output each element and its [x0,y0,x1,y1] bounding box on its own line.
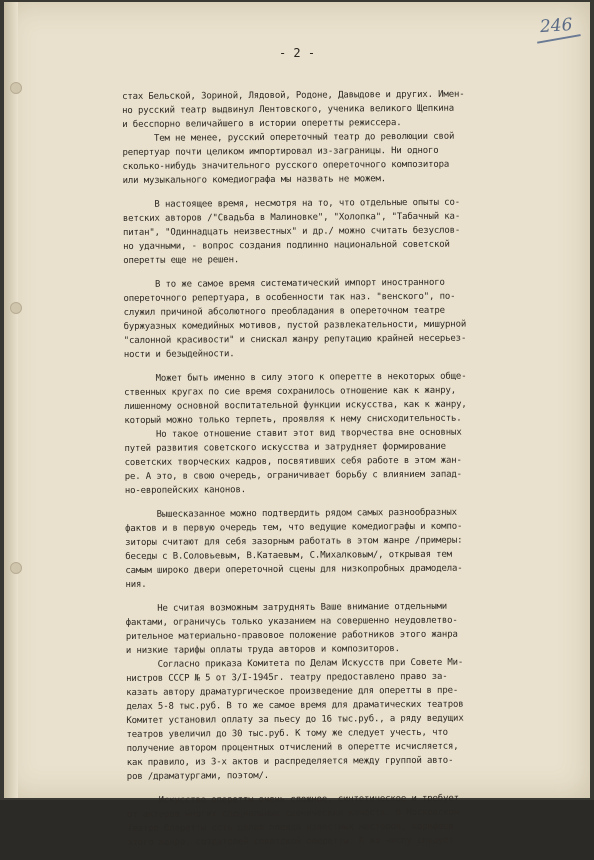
text-line: от актеров многих специальных сценических качеств. В Московском [127,807,460,820]
text-line: "салонной красивости" и снискал жанру репутацию крайней несерьез- [123,333,467,346]
paragraph [122,87,573,188]
text-line: В то же самое время систематический импорт иностранного [123,277,445,290]
paragraph [123,275,574,362]
text-line: зиторы считают для себя зазорным работать в этом жанре /примеры: [125,535,463,548]
text-line: стах Бельской, Зориной, Лядовой, Родоне, Давыдове и других. Имен- [122,89,465,102]
paragraph [125,505,576,592]
text-line: ров /драматургами, поэтом/. [126,770,270,782]
text-line: рительное материально-правовое положение работников этого жанра [125,629,458,642]
text-line: ре. А это, в свою очередь, ограничивает борьбу с влиянием запад- [124,469,462,482]
text-line: путей развития советского искусства и затрудняет формирование [124,441,446,454]
text-line: беседы с В.Соловьевым, В.Катаевым, С.Михалковым/, открывая тем [125,549,452,562]
page-number: - 2 - [278,46,316,60]
text-line: Комитет установил оплату за пьесу до 16 тыс.руб., а ряду ведущих [126,713,464,726]
text-line: ности и безыдейности. [123,349,235,360]
text-line: театров увеличил до 30 тыс.руб. К тому же следует учесть, что [126,727,448,740]
text-line: фактами, ограничусь только указанием на совершенно неудовлетво- [125,615,458,628]
binding-edge [4,2,18,798]
text-line: Искусство оперетты очень сложное, синтетическое и требует [126,793,459,806]
typewritten-body [122,87,577,860]
binding-hole [10,302,22,314]
text-line: и низкие тарифы оплаты труда авторов и композиторов. [125,644,400,656]
text-line: самым широко двери опереточной сцены для низкопробных драмодела- [125,563,463,576]
text-line: Тем не менее, русский опереточный театр до революции свой [122,131,455,144]
binding-hole [10,82,22,94]
text-line: но-европейских канонов. [124,485,247,496]
text-line: ственных кругах по сие время сохранилось отношение как к жанру, [124,385,457,398]
text-line: Театре Оперетты есть целая плеяда известных мастеров, корифеев [127,821,454,834]
text-line: фактов и в первую очередь тем, что ведущие комедиографы и компо- [125,521,463,534]
text-line: Вышесказанное можно подтвердить рядом самых разнообразных [124,507,457,520]
paragraph [124,369,575,498]
text-line: опереточного репертуара, в особенности так наз. "венского", по- [123,291,456,304]
text-line: служил причиной абсолютного преобладания в опереточном театре [123,305,445,318]
document-page [4,2,590,848]
text-line: но русский театр выдвинул Лентовского, ученика великого Щепкина [122,103,455,116]
text-line: оперетты еще не решен. [123,255,240,266]
text-line: делах 5-8 тыс.руб. В то же самое время для драматических театров [126,699,464,712]
text-line: этого жанра, создателей советской оперетты. К их числу следует [127,835,454,848]
binding-hole [10,562,22,574]
text-line: Не считая возможным затруднять Ваше внимание отдельными [125,601,448,614]
text-line: питан", "Одиннадцать неизвестных" и др./ можно считать безуслов- [122,225,461,238]
text-line: который можно только терпеть, проявляя к нему снисходительность. [124,413,462,426]
text-line: или музыкального комедиографа мы назвать не можем. [122,174,387,186]
paragraph [123,195,573,268]
text-line: и бесспорно величайшего в истории оперетты режиссера. [122,118,402,130]
text-line: сколько-нибудь значительного русского опереточного композитора [122,159,450,172]
text-line: ния. [125,579,147,590]
text-line: советских творческих кадров, посвятивших себя работе в этом жан- [124,455,462,468]
text-line: ветских авторов /"Свадьба в Малиновке", "Холопка", "Табачный ка- [122,211,461,224]
text-line: как правило, из 3-х актов и распределяется между группой авто- [126,755,454,768]
text-line: Но такое отношение ставит этот вид творчества вне основных [124,427,462,440]
text-line: нистров СССР № 5 от 3/I-1945г. театру предоставлено право за- [126,671,448,684]
text-line: получение автором процентных отчислений в оперетте исчисляется, [126,741,459,754]
text-line: буржуазных комедийных мотивов, пустой развлекательности, мишурной [123,319,467,332]
text-line: Может быть именно в силу этого к оперетте в некоторых обще- [123,371,467,384]
handwritten-folio-number: 246 [538,14,573,38]
text-line: репертуар почти целиком импортировал из-заграницы. Ни одного [122,145,439,158]
text-line: Согласно приказа Комитета по Делам Искусств при Совете Ми- [125,657,464,670]
text-line: но удачными, - вопрос создания подлинно национальной советской [123,239,450,252]
paragraph [127,791,577,850]
text-line: казать автору драматургическое произведение для оперетты в пре- [126,685,459,698]
text-line: В настоящее время, несмотря на то, что отдельные опыты со- [122,197,461,210]
paragraph [126,599,577,784]
text-line: лишенному основной воспитательной функции искусства, как к жанру, [124,399,467,412]
